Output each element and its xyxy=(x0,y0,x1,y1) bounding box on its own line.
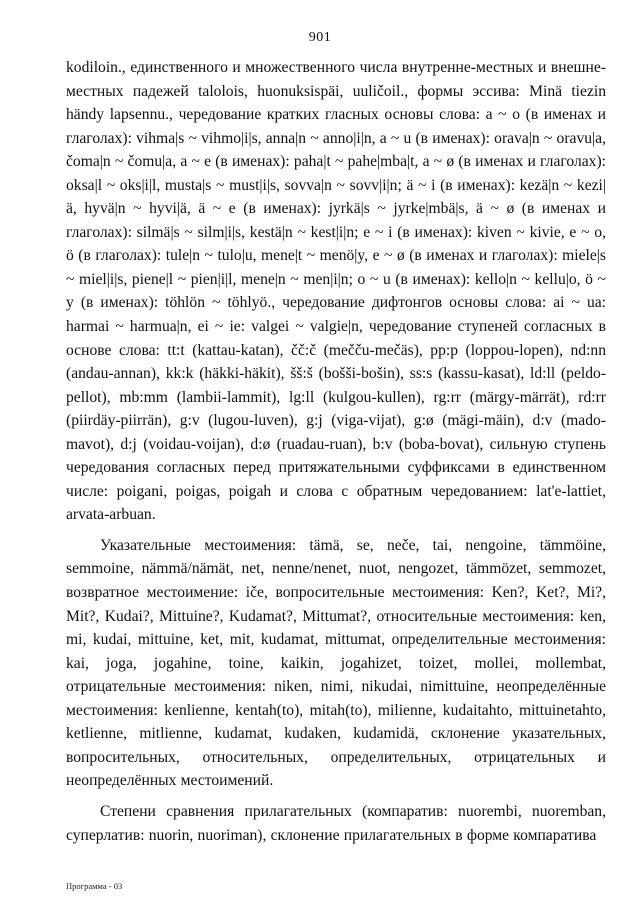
page-number: 901 xyxy=(308,30,332,45)
document-body xyxy=(66,56,606,847)
paragraph-adjective-comparison: Степени сравнения прилагательных (компаратив: nuorembi, nuoremban, суперлатив: nuorin, nuoriman), склонение прилагательных в форме компаратива xyxy=(66,802,606,844)
paragraph-pronouns: Указательные местоимения: tämä, se, neče, tai, nengoine, tämmöine, semmoine, nämmä/nämät, net, nenne/nenet, nuot, nengozet, tämmözet, semmozet, возвратное местоимение: iče, вопросительные местоимения: Ken?, Ket?, Mi?, Mit?, Kudai?, Mittuine?, Kudamat?, Mittumat?, относительные местоимения: ken, mi, kudai, mittuine, ket, mit, kudamat, mittumat, определительные местоимения: kai, joga, jogahine, toine, kaikin, jogahizet, toizet, mollei, mollembat, отрицательные местоимения: niken, nimi, nikudai, nimittuine, неопределённые местоимения: kenlienne, kentah(to), mitah(to), milienne, kudaitahto, mittuinetahto, ketlienne, mitlienne, kudamat, kudaken, kudamidä, склонение указательных, вопросительных, относительных, определительных, отрицательных и неопределённых местоимений. xyxy=(66,536,606,790)
page-footer: Программа - 03 xyxy=(66,881,123,891)
paragraph-grammar-alternations: kodiloin., единственного и множественного числа внутренне-местных и внешне-местных падежей talolois, huonuksispäi, uuličoil., формы эссива: Minä tiezin händy lapsennu., чередование кратких гласных основы слова: a ~ o (в именах и глаголах): vihma|s ~ vihmo|i|s, anna|n ~ anno|i|n, a ~ u (в именах): orava|n ~ oravu|a, čoma|n ~ čomu|a, a ~ e (в именах): paha|t ~ pahe|mba|t, a ~ ø (в именах и глаголах): oksa|l ~ oks|i|l, musta|s ~ must|i|s, sovva|n ~ sovv|i|n; ä ~ i (в именах): kezä|n ~ kezi|ä, hyvä|n ~ hyvi|ä, ä ~ e (в именах): jyrkä|s ~ jyrke|mbä|s, ä ~ ø (в именах и глаголах): silmä|s ~ silm|i|s, kestä|n ~ kest|i|n; e ~ i (в именах): kiven ~ kivie, e ~ o, ö (в глаголах): tule|n ~ tulo|u, mene|t ~ menö|y, e ~ ø (в именах и глаголах): miele|s ~ miel|i|s, piene|l ~ pien|i|l, mene|n ~ men|i|n; o ~ u (в именах): kello|n ~ kellu|o, ö ~ y (в именах): töhlön ~ töhlyö., чередование дифтонгов основы слова: ai ~ ua: harmai ~ harmua|n, ei ~ ie: valgei ~ valgie|n, чередование ступеней согласных в основе слова: tt:t (kattau-katan), čč:č (mečču-mečäs), pp:p (loppou-lopen), nd:nn (andau-annan), kk:k (häkki-häkit), šš:š (bošši-bošin), ss:s (kassu-kasat), ld:ll (peldo-pellot), mb:mm (lambii-lammit), lg:ll (kulgou-kullen), rg:rr (märgy-märrät), rd:rr (piirdäy-piirrän), g:v (lugou-luven), g:j (viga-vijat), g:ø (mägi-mäin), d:v (mado-mavot), d:j (voidau-voijan), d:ø (ruadau-ruan), b:v (boba-bovat), сильную ступень чередования согласных перед притяжательными суффиксами в единственном числе: poigani, poigas, poigah и слова с обратным чередованием: lat'e-lattiet, arvata-arbuan. xyxy=(66,59,606,524)
